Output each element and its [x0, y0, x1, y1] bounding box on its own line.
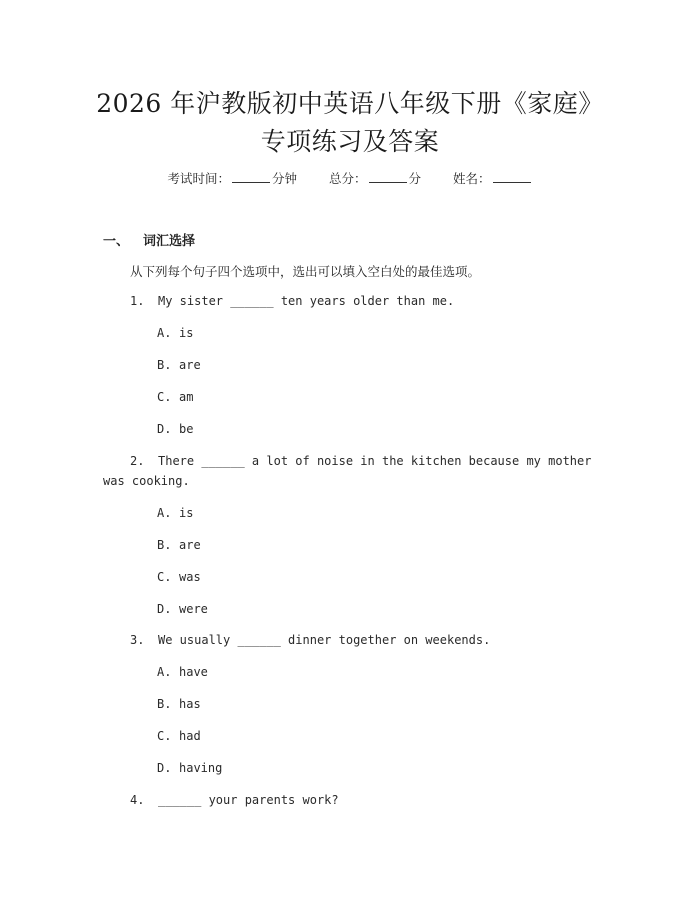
question-number: 1.: [130, 294, 145, 308]
total-score-unit: 分: [408, 171, 422, 186]
exam-time-blank: [232, 170, 270, 183]
option-label: D.: [157, 422, 172, 436]
document-title-line-1: 2026 年沪教版初中英语八年级下册《家庭》: [96, 89, 604, 118]
section-instruction: 从下列每个句子四个选项中，选出可以填入空白处的最佳选项。: [130, 264, 481, 279]
option-1c: [157, 390, 193, 404]
option-2d: [157, 602, 208, 616]
option-label: C.: [157, 570, 172, 584]
question-4: [130, 793, 339, 807]
option-label: D.: [157, 761, 172, 775]
option-label: A.: [157, 326, 172, 340]
option-text: were: [179, 602, 208, 616]
question-number: 2.: [130, 454, 145, 468]
student-name-blank: [493, 170, 531, 183]
question-2: [103, 451, 603, 491]
student-name-label: 姓名：: [453, 171, 491, 186]
exam-time-label: 考试时间：: [167, 171, 230, 186]
question-3: [130, 633, 490, 647]
option-text: are: [179, 538, 201, 552]
option-label: C.: [157, 729, 172, 743]
option-1a: [157, 326, 193, 340]
question-number: 3.: [130, 633, 145, 647]
option-text: have: [179, 665, 208, 679]
total-score-blank: [369, 170, 407, 183]
section-heading: [103, 230, 195, 249]
total-score-label: 总分：: [328, 171, 367, 186]
option-label: D.: [157, 602, 172, 616]
option-text: had: [179, 729, 201, 743]
option-text: has: [179, 697, 201, 711]
total-score: [329, 169, 421, 187]
exam-info-line: [0, 169, 700, 187]
question-1: [130, 294, 454, 308]
option-3a: [157, 665, 208, 679]
question-text: We usually ______ dinner together on weekends.: [158, 633, 491, 647]
option-text: having: [179, 761, 223, 775]
option-label: B.: [157, 358, 172, 372]
question-text: My sister ______ ten years older than me.: [158, 294, 455, 308]
question-text: There ______ a lot of noise in the kitchen because my mother was cooking.: [103, 454, 592, 488]
option-text: is: [179, 506, 194, 520]
option-1b: [157, 358, 201, 372]
option-3b: [157, 697, 201, 711]
option-text: are: [179, 358, 201, 372]
option-label: A.: [157, 665, 172, 679]
section-number: 一、: [103, 234, 130, 249]
option-label: C.: [157, 390, 172, 404]
exam-time-unit: 分钟: [271, 171, 297, 186]
student-name: [453, 169, 533, 187]
option-3c: [157, 729, 201, 743]
option-1d: [157, 422, 193, 436]
option-text: am: [179, 390, 194, 404]
option-text: is: [179, 326, 194, 340]
section-title: 词汇选择: [143, 234, 196, 249]
option-3d: [157, 761, 222, 775]
question-number: 4.: [130, 793, 145, 807]
exam-time: [167, 169, 297, 187]
option-2a: [157, 506, 193, 520]
option-label: A.: [157, 506, 172, 520]
option-2c: [157, 570, 201, 584]
option-text: be: [179, 422, 194, 436]
option-2b: [157, 538, 201, 552]
question-text: ______ your parents work?: [158, 793, 339, 807]
option-label: B.: [157, 697, 172, 711]
option-label: B.: [157, 538, 172, 552]
document-title-line-2: 专项练习及答案: [260, 127, 440, 156]
option-text: was: [179, 570, 201, 584]
